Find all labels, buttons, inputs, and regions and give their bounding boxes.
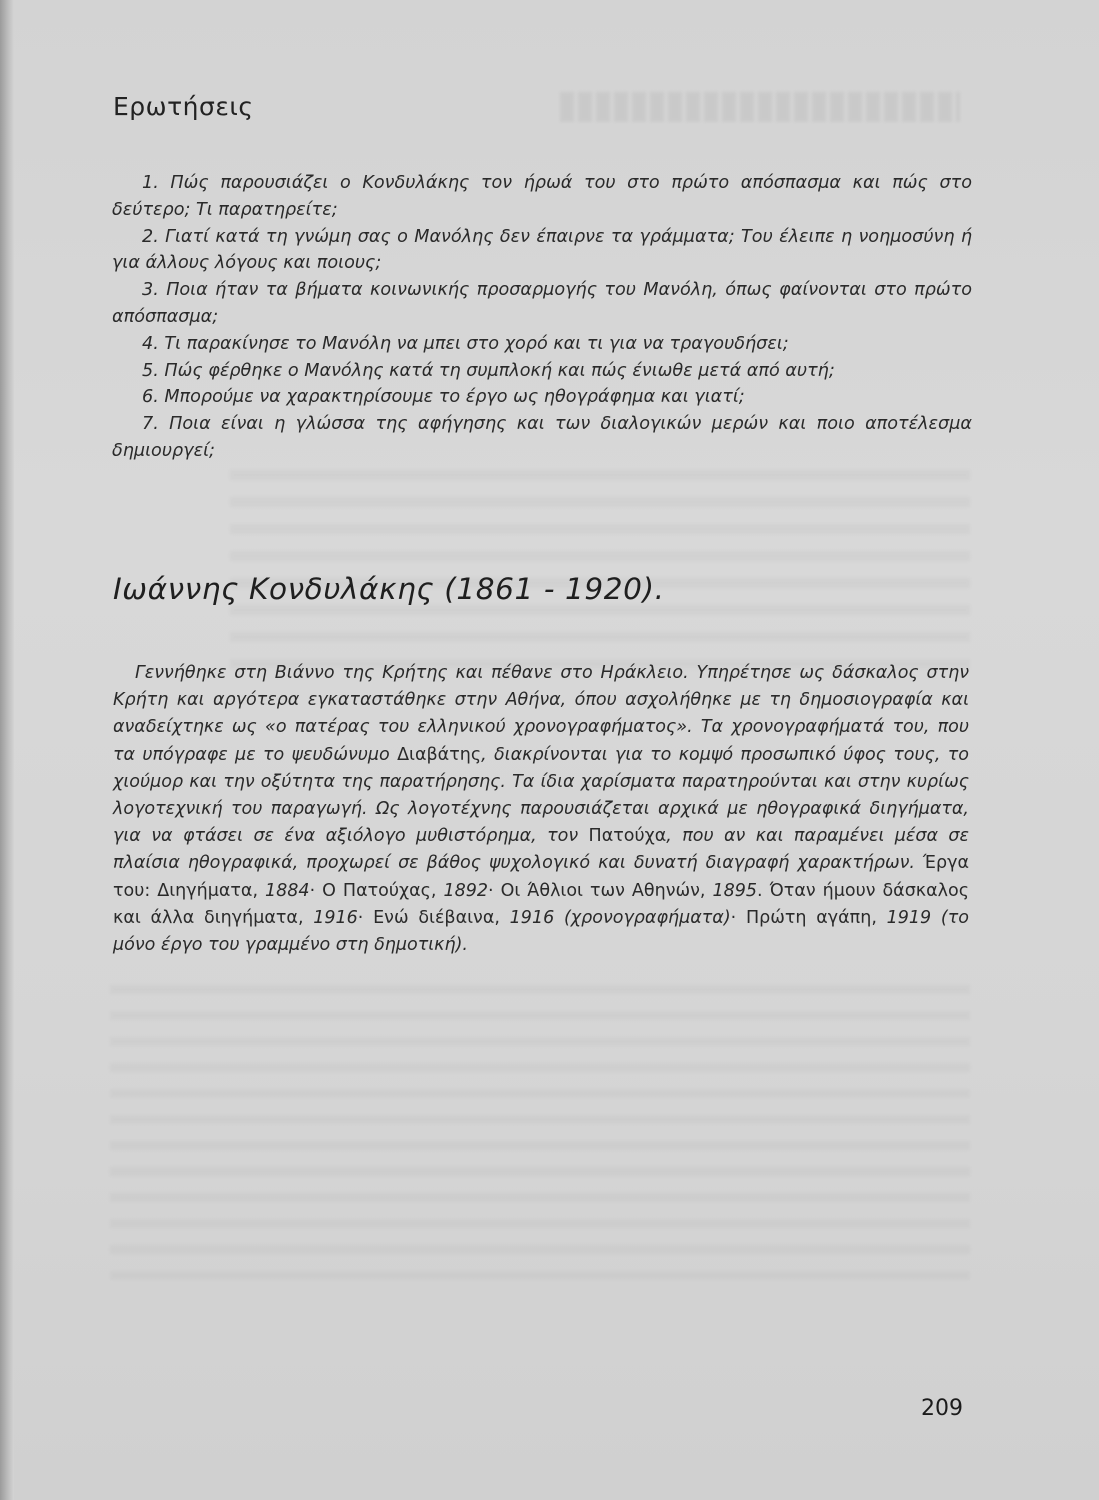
bio-after-novel: , που αν και παραμένει μέσα σε πλαίσια ηθογραφικά, προχωρεί σε βάθος ψυχολογικό και δυνατή διαγραφή χαρακτήρων. xyxy=(113,826,969,874)
bio-pseudonym: Διαβάτης xyxy=(397,744,482,765)
question-item: 1. Πώς παρουσιάζει ο Κονδυλάκης τον ήρωά του στο πρώτο απόσπασμα και πώς στο δεύτερο; Τι παρατηρείτε; xyxy=(112,173,972,220)
bio-middle: , διακρίνονται για το κομψό προσωπικό ύφος τους, το χιούμορ και την οξύτητα της παρατήρησης. Τα ίδια χαρίσματα παρατηρούνται και στην κυρίως λογοτεχνική του παραγωγή. Ως λογοτέχνης παρουσιάζεται αρχικά με ηθογραφικά διηγήματα, για να φτάσει σε ένα αξιόλογο μυθιστόρημα, τον xyxy=(113,744,969,847)
reverse-print-bleed xyxy=(230,470,970,670)
page-number: 209 xyxy=(921,1396,963,1421)
author-title: Ιωάννης Κονδυλάκης (1861 - 1920). xyxy=(113,572,665,606)
question-item: 2. Γιατί κατά τη γνώμη σας ο Μανόλης δεν έπαιρνε τα γράμματα; Του έλειπε η νοημοσύνη ή για άλλους λόγους και ποιους; xyxy=(112,226,972,274)
work-year: 1895 xyxy=(712,880,758,901)
questions-heading: Ερωτήσεις xyxy=(113,92,254,121)
chronographs-note: (χρονογραφήματα) xyxy=(563,907,731,928)
questions-list xyxy=(112,170,972,465)
work-year: 1916 xyxy=(313,907,358,928)
bio-novel-title: Πατούχα xyxy=(588,826,667,847)
work-year: 1919 xyxy=(886,907,932,928)
last-note: (το μόνο έργο του γραμμένο στη δημοτική). xyxy=(113,907,969,956)
reverse-print-bleed xyxy=(110,985,970,1285)
work-title: Διηγήματα xyxy=(157,880,253,901)
bio-intro: Γεννήθηκε στη Βιάννο της Κρήτης και πέθανε στο Ηράκλειο. Υπηρέτησε ως δάσκαλος στην Κρήτη και αργότερα εγκαταστάθηκε στην Αθήνα, όπου ασχολήθηκε με τη δημοσιογραφία και αναδείχτηκε ως «ο πατέρας του ελληνικού χρονογραφήματος». Τα χρονογραφήματά του, που τα υπόγραφε με το ψευδώνυμο xyxy=(113,663,969,765)
question-item: 3. Ποια ήταν τα βήματα κοινωνικής προσαρμογής του Μανόλη, όπως φαίνονται στο πρώτο απόσπασμα; xyxy=(112,280,972,327)
work-year: 1884 xyxy=(265,880,310,901)
work-title: Οι Άθλιοι των Αθηνών xyxy=(500,880,700,901)
bio-works-label: Έργα του: Διηγήματα, xyxy=(113,853,969,901)
question-item: 6. Μπορούμε να χαρακτηρίσουμε το έργο ως ηθογράφημα και γιατί; xyxy=(142,387,745,408)
work-title: Ενώ διέβαινα xyxy=(373,907,495,928)
question-item: 4. Τι παρακίνησε το Μανόλη να μπει στο χορό και τι για να τραγουδήσει; xyxy=(142,333,789,354)
work-year: 1916 xyxy=(509,907,555,928)
page-binding-edge xyxy=(0,0,14,1500)
work-title: Πρώτη αγάπη xyxy=(745,907,872,928)
question-item: 7. Ποια είναι η γλώσσα της αφήγησης και των διαλογικών μερών και ποιο αποτέλεσμα δημιουργεί; xyxy=(112,414,972,461)
work-title: Ο Πατούχας xyxy=(322,880,431,901)
work-year: 1892 xyxy=(443,880,488,901)
author-biography: Γεννήθηκε στη Βιάννο της Κρήτης και πέθανε στο Ηράκλειο. Υπηρέτησε ως δάσκαλος στην Κρήτη και αργότερα εγκαταστάθηκε στην Αθήνα, όπου ασχολήθηκε με τη δημοσιογραφία και αναδείχτηκε ως «ο πατέρας του ελληνικού χρονογραφήματος». Τα χρονογραφήματά του, που τα υπόγραφε με το ψευδώνυμο Διαβάτης, διακρίνονται για το κομψό προσωπικό ύφος τους, το χιούμορ και την οξύτητα της παρατήρησης. Τα ίδια χαρίσματα παρατηρούνται και στην κυρίως λογοτεχνική του παραγωγή. Ως λογοτέχνης παρουσιάζεται αρχικά με ηθογραφικά διηγήματα, για να φτάσει σε ένα αξιόλογο μυθιστόρημα, τον Πατούχα, που αν και παραμένει μέσα σε πλαίσια ηθογραφικά, προχωρεί σε βάθος ψυχολογικό και δυνατή διαγραφή χαρακτήρων. Έργα του: Διηγήματα, 1884· Ο Πατούχας, 1892· Οι Άθλιοι των Αθηνών, 1895. Όταν ήμουν δάσκαλος και άλλα διηγήματα, 1916· Ενώ διέβαινα, 1916 (χρονογραφήματα)· Πρώτη αγάπη, 1919 (το μόνο έργο του γραμμένο στη δημοτική). xyxy=(113,663,969,956)
reverse-print-bleed xyxy=(560,92,960,122)
question-item: 5. Πώς φέρθηκε ο Μανόλης κατά τη συμπλοκή και πώς ένιωθε μετά από αυτή; xyxy=(142,360,835,381)
work-title: Όταν ήμουν δάσκαλος και άλλα διηγήματα xyxy=(113,880,969,928)
